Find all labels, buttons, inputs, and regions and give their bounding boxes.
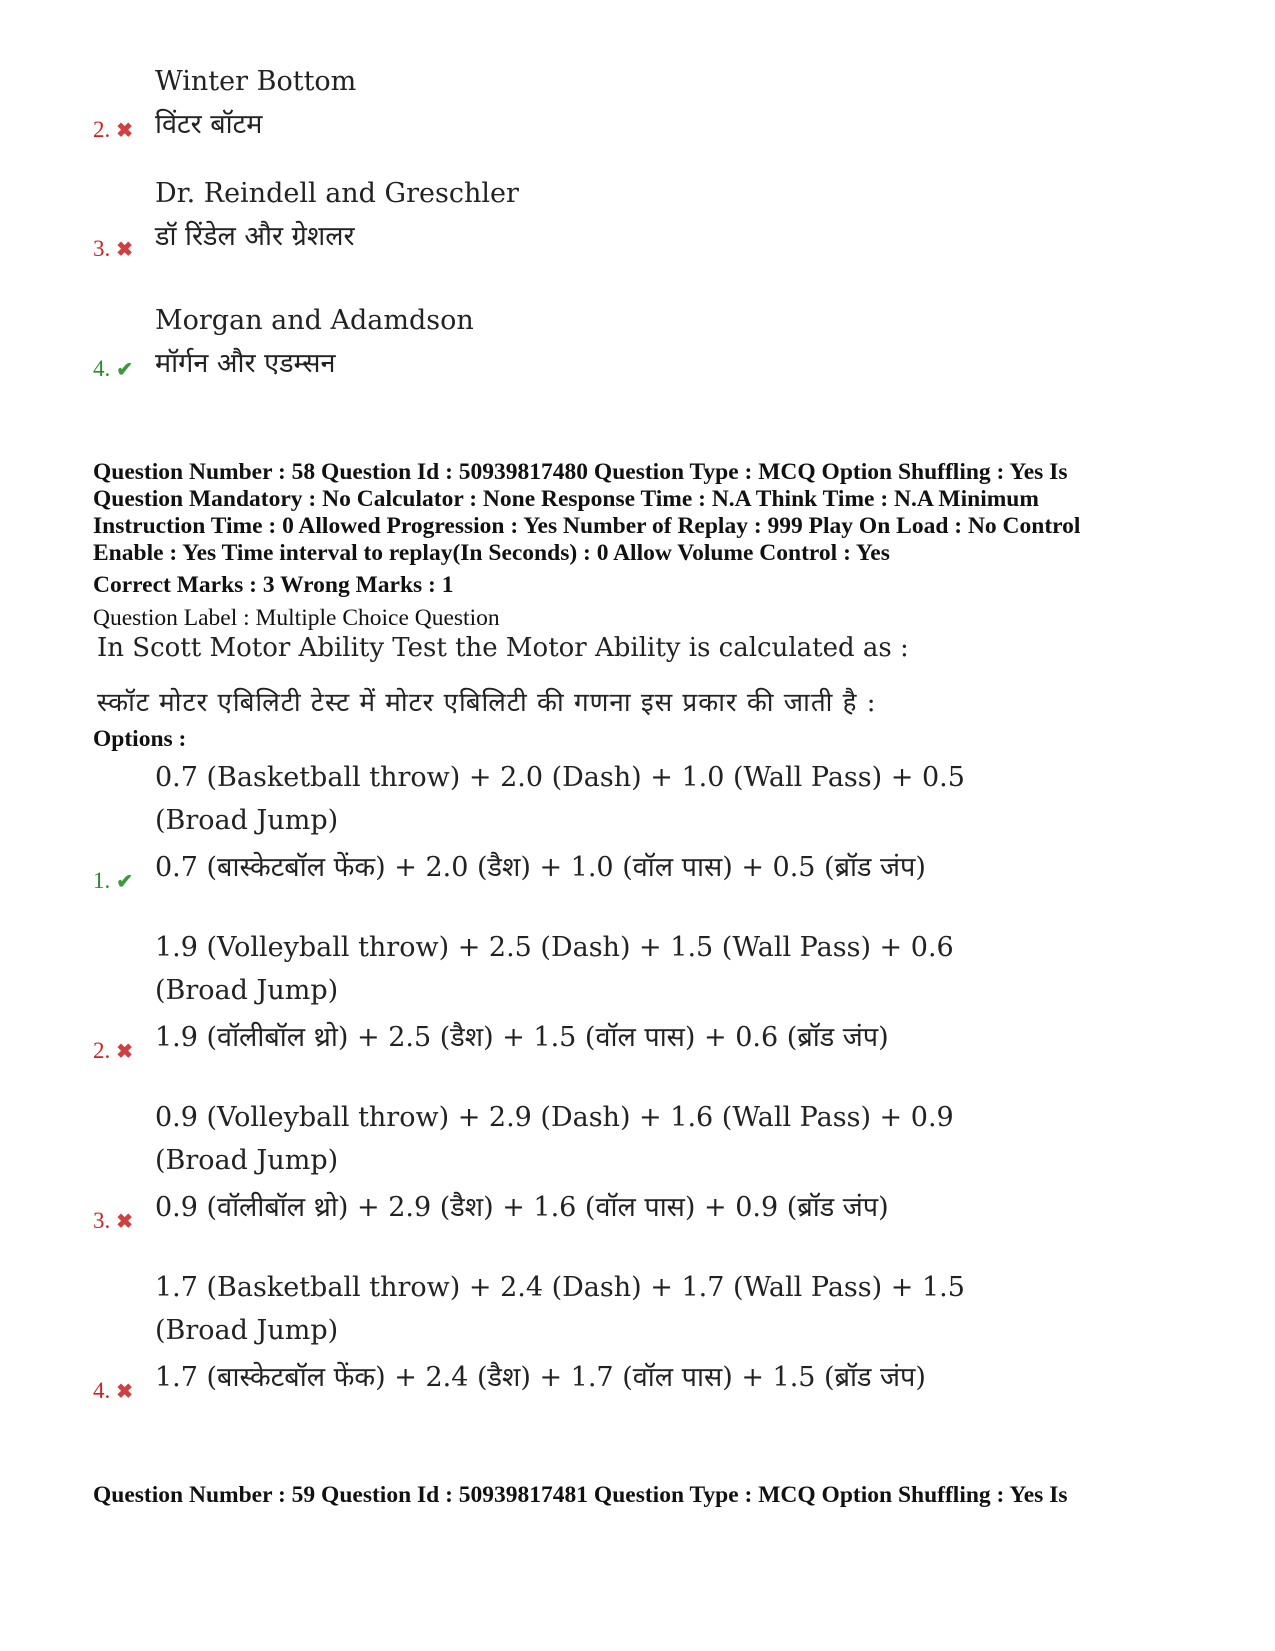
option-text: [155, 1266, 965, 1399]
option-text-en-line2: (Broad Jump): [155, 805, 339, 836]
option-number: 3. ✖: [93, 1208, 134, 1233]
options-label: Options :: [93, 726, 187, 752]
option-number: 4. ✖: [93, 1378, 134, 1403]
option-number: 4. ✔: [93, 356, 134, 381]
meta-line: Question Number : 58 Question Id : 50939817480 Question Type : MCQ Option Shuffling : Yes Is: [93, 459, 1068, 485]
check-mark-icon: ✔: [116, 870, 134, 893]
option-1[interactable]: [93, 756, 1193, 896]
check-mark-icon: ✔: [116, 358, 134, 381]
option-number: 2. ✖: [93, 117, 134, 142]
cross-mark-icon: ✖: [116, 1210, 134, 1233]
option-text-hi: 1.9 (वॉलीबॉल थ्रो) + 2.5 (डैश) + 1.5 (वॉल पास) + 0.6 (ब्रॉड जंप): [155, 1022, 889, 1053]
option-number: 3. ✖: [93, 236, 134, 261]
option-text-hi: मॉर्गन और एडम्सन: [155, 348, 336, 379]
option-text-hi: 0.7 (बास्केटबॉल फेंक) + 2.0 (डैश) + 1.0 (वॉल पास) + 0.5 (ब्रॉड जंप): [155, 852, 926, 883]
option-text: [155, 299, 474, 385]
question-meta: [93, 459, 1223, 567]
question-text-hi: स्कॉट मोटर एबिलिटी टेस्ट में मोटर एबिलिटी की गणना इस प्रकार की जाती है :: [97, 688, 877, 718]
option-text-hi: 0.9 (वॉलीबॉल थ्रो) + 2.9 (डैश) + 1.6 (वॉल पास) + 0.9 (ब्रॉड जंप): [155, 1192, 889, 1223]
option-text-hi: डॉ रिंडेल और ग्रेशलर: [155, 221, 355, 252]
prev-option-2: [93, 60, 1193, 150]
option-text-en-line1: 0.9 (Volleyball throw) + 2.9 (Dash) + 1.6 (Wall Pass) + 0.9: [155, 1102, 954, 1133]
cross-mark-icon: ✖: [116, 119, 134, 142]
meta-line: Question Mandatory : No Calculator : None Response Time : N.A Think Time : N.A Minimum: [93, 486, 1039, 512]
option-text-hi: विंटर बॉटम: [155, 109, 263, 140]
option-text-en-line2: (Broad Jump): [155, 975, 339, 1006]
option-text: [155, 1096, 954, 1229]
cross-mark-icon: ✖: [116, 1040, 134, 1063]
cross-mark-icon: ✖: [116, 1380, 134, 1403]
option-text-en: Winter Bottom: [155, 66, 357, 97]
prev-option-3: [93, 172, 1193, 262]
prev-option-4: [93, 299, 1193, 389]
option-text: [155, 60, 356, 146]
option-text-en-line1: 1.7 (Basketball throw) + 2.4 (Dash) + 1.7 (Wall Pass) + 1.5: [155, 1272, 965, 1303]
option-number: 1. ✔: [93, 868, 134, 893]
option-text-en-line1: 1.9 (Volleyball throw) + 2.5 (Dash) + 1.5 (Wall Pass) + 0.6: [155, 932, 954, 963]
option-text-en: Morgan and Adamdson: [155, 305, 474, 336]
option-text-en-line2: (Broad Jump): [155, 1315, 339, 1346]
option-text: [155, 172, 519, 258]
option-text: [155, 756, 965, 889]
meta-line: Enable : Yes Time interval to replay(In Seconds) : 0 Allow Volume Control : Yes: [93, 540, 890, 566]
option-text-en-line1: 0.7 (Basketball throw) + 2.0 (Dash) + 1.0 (Wall Pass) + 0.5: [155, 762, 965, 793]
cross-mark-icon: ✖: [116, 238, 134, 261]
option-3[interactable]: [93, 1096, 1193, 1236]
meta-line: Instruction Time : 0 Allowed Progression : Yes Number of Replay : 999 Play On Load : No Control: [93, 513, 1081, 539]
option-4[interactable]: [93, 1266, 1193, 1406]
option-number: 2. ✖: [93, 1038, 134, 1063]
option-text-en: Dr. Reindell and Greschler: [155, 178, 519, 209]
option-text-en-line2: (Broad Jump): [155, 1145, 339, 1176]
option-2[interactable]: [93, 926, 1193, 1066]
marks-info: Correct Marks : 3 Wrong Marks : 1: [93, 572, 454, 598]
question-label: Question Label : Multiple Choice Question: [93, 605, 500, 631]
next-question-meta: Question Number : 59 Question Id : 50939817481 Question Type : MCQ Option Shuffling : Yes Is: [93, 1482, 1068, 1508]
question-text-en: In Scott Motor Ability Test the Motor Ability is calculated as :: [97, 633, 909, 663]
option-text: [155, 926, 954, 1059]
option-text-hi: 1.7 (बास्केटबॉल फेंक) + 2.4 (डैश) + 1.7 (वॉल पास) + 1.5 (ब्रॉड जंप): [155, 1362, 926, 1393]
